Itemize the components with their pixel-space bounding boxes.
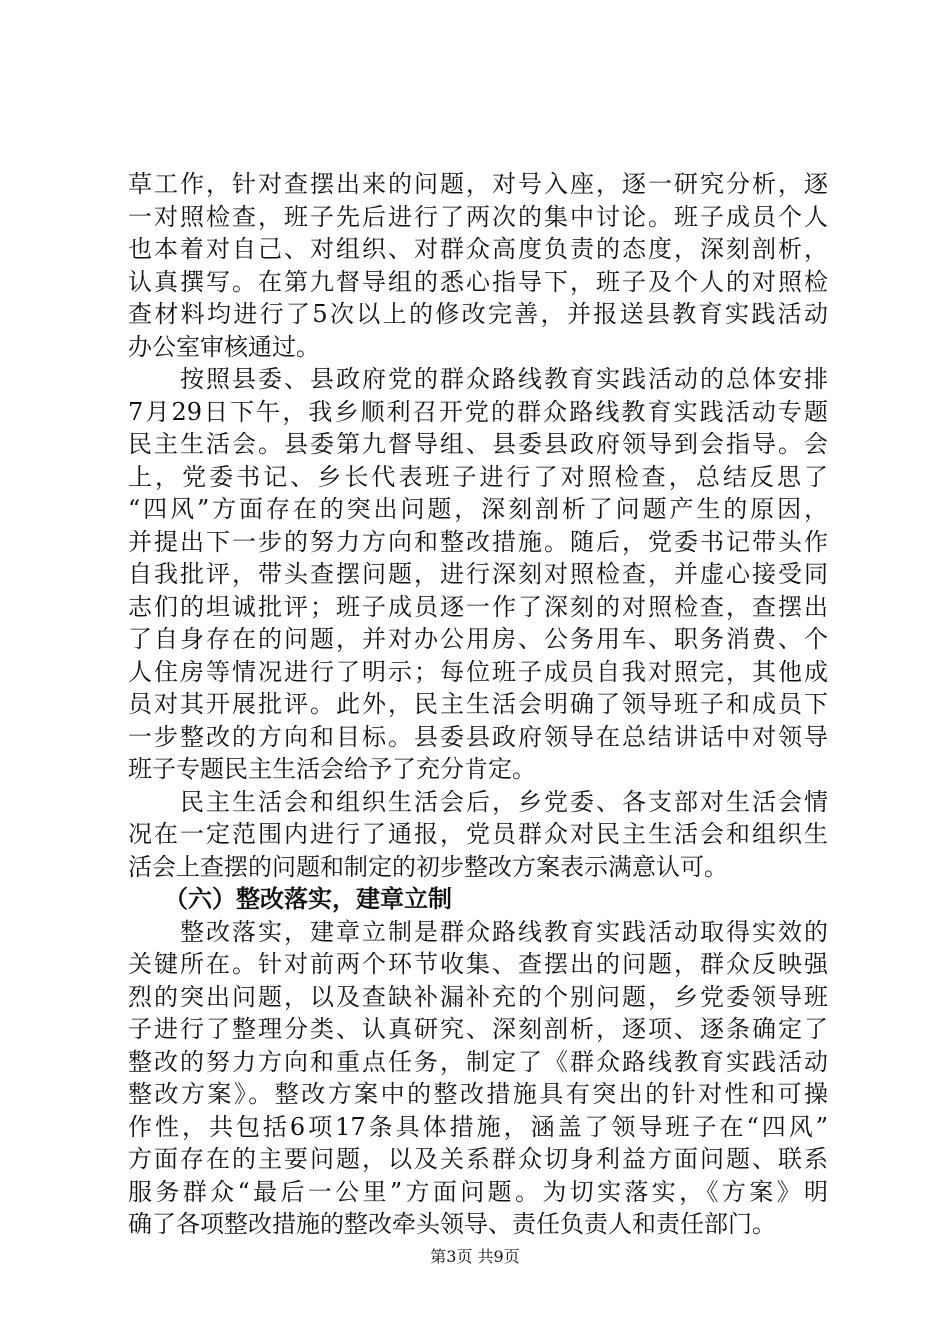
text-line: 草工作，针对查摆出来的问题，对号入座，逐一研究分析，逐 xyxy=(128,170,828,198)
text-line: 整改落实，建章立制是群众路线教育实践活动取得实效的 xyxy=(128,917,828,946)
text-line: 作性，共包括6项17条具体措施，涵盖了领导班子在“四风” xyxy=(128,1112,828,1141)
text-line: 自我批评，带头查摆问题，进行深刻对照检查，并虚心接受同 xyxy=(128,560,828,588)
text-line: 一步整改的方向和目标。县委县政府领导在总结讲话中对领导 xyxy=(128,722,828,751)
text-line: 办公室审核通过。 xyxy=(128,332,320,361)
text-line: 查材料均进行了5次以上的修改完善，并报送县教育实践活动 xyxy=(128,300,828,328)
text-line: 民主生活会。县委第九督导组、县委县政府领导到会指导。会 xyxy=(128,430,828,458)
text-line: 一对照检查，班子先后进行了两次的集中讨论。班子成员个人 xyxy=(128,202,828,231)
text-line: 认真撰写。在第九督导组的悉心指导下，班子及个人的对照检 xyxy=(128,267,828,296)
text-line: 关键所在。针对前两个环节收集、查摆出的问题，群众反映强 xyxy=(128,950,828,978)
text-line: 子进行了整理分类、认真研究、深刻剖析，逐项、逐条确定了 xyxy=(128,1015,828,1043)
text-line: 志们的坦诚批评；班子成员逐一作了深刻的对照检查，查摆出 xyxy=(128,592,828,621)
page-number: 第3页 共9页 xyxy=(430,1247,520,1266)
text-line: 员对其开展批评。此外，民主生活会明确了领导班子和成员下 xyxy=(128,690,828,718)
text-line: 上，党委书记、乡长代表班子进行了对照检查，总结反思了 xyxy=(128,462,828,491)
text-line: 整改的努力方向和重点任务，制定了《群众路线教育实践活动 xyxy=(128,1047,828,1076)
text-line: 烈的突出问题，以及查缺补漏补充的个别问题，乡党委领导班 xyxy=(128,982,828,1011)
text-line: 按照县委、县政府党的群众路线教育实践活动的总体安排 xyxy=(128,365,828,393)
text-line: “四风”方面存在的突出问题，深刻剖析了问题产生的原因， xyxy=(128,495,828,523)
section-heading: （六）整改落实，建章立制 xyxy=(128,885,452,913)
text-line: 活会上查摆的问题和制定的初步整改方案表示满意认可。 xyxy=(128,852,728,881)
body-text xyxy=(128,168,828,1241)
text-line: 确了各项整改措施的整改牵头领导、责任负责人和责任部门。 xyxy=(128,1210,776,1238)
text-line: 班子专题民主生活会给予了充分肯定。 xyxy=(128,755,536,783)
text-line: 并提出下一步的努力方向和整改措施。随后，党委书记带头作 xyxy=(128,527,828,556)
text-line: 也本着对自己、对组织、对群众高度负责的态度，深刻剖析， xyxy=(128,235,828,263)
text-line: 7月29日下午，我乡顺利召开党的群众路线教育实践活动专题 xyxy=(128,397,828,426)
text-line: 人住房等情况进行了明示；每位班子成员自我对照完，其他成 xyxy=(128,657,828,686)
text-line: 整改方案》。整改方案中的整改措施具有突出的针对性和可操 xyxy=(128,1080,828,1108)
text-line: 服务群众“最后一公里”方面问题。为切实落实，《方案》明 xyxy=(128,1177,828,1206)
text-line: 方面存在的主要问题，以及关系群众切身利益方面问题、联系 xyxy=(128,1145,828,1173)
text-line: 民主生活会和组织生活会后，乡党委、各支部对生活会情 xyxy=(128,787,828,816)
page-footer xyxy=(0,1247,950,1267)
text-line: 了自身存在的问题，并对办公用房、公务用车、职务消费、个 xyxy=(128,625,828,653)
text-line: 况在一定范围内进行了通报，党员群众对民主生活会和组织生 xyxy=(128,820,828,848)
